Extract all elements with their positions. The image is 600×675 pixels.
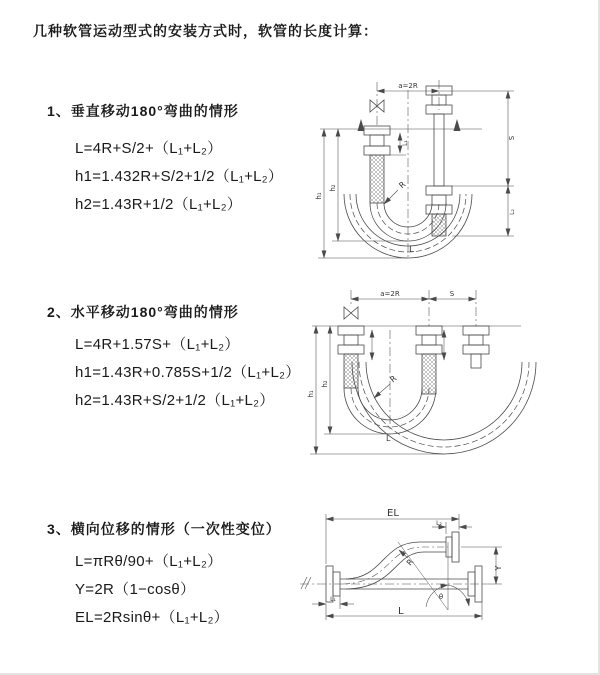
- hose-fittings: [338, 326, 489, 394]
- section-3-heading: 3、横向位移的情形（一次性变位）: [47, 521, 281, 537]
- dim-label-el: EL: [387, 508, 399, 519]
- hose-arcs: [344, 362, 536, 454]
- section-2-formula-L: L=4R+1.57S+（L₁+L₂）: [75, 336, 240, 353]
- dim-label-h1: h₁: [315, 192, 323, 200]
- dim-label-span: a=2R: [398, 82, 418, 90]
- section-1-formula-h2: h2=1.43R+1/2（L₁+L₂）: [75, 196, 243, 213]
- braid-section: [344, 354, 358, 388]
- dim-label-theta: θ: [438, 593, 444, 601]
- dim-label-l2: L₂: [509, 209, 516, 215]
- valve-icon: [344, 307, 358, 319]
- section-3-formula-Y: Y=2R（1−cosθ）: [75, 581, 196, 598]
- dim-label-length: L: [398, 606, 404, 617]
- dim-label-h2: h₂: [329, 184, 337, 192]
- pipe-and-flanges: [326, 532, 482, 602]
- section-1-heading: 1、垂直移动180°弯曲的情形: [47, 103, 239, 119]
- section-2-formula-h1: h1=1.43R+0.785S+1/2（L₁+L₂）: [75, 364, 301, 381]
- braid-section: [370, 155, 384, 203]
- dim-label-l2: L₂: [436, 520, 442, 527]
- dim-label-l1: L₁: [330, 596, 336, 603]
- dim-label-radius: R: [388, 373, 399, 385]
- dim-label-length: L: [409, 245, 415, 255]
- centerlines: [312, 290, 521, 432]
- section-3-formula-EL: EL=2Rsinθ+（L₁+L₂）: [75, 609, 229, 626]
- section-1-formula-h1: h1=1.432R+S/2+1/2（L₁+L₂）: [75, 168, 284, 185]
- dim-label-length: L: [386, 434, 391, 443]
- page-title: 几种软管运动型式的安装方式时，软管的长度计算：: [33, 23, 378, 39]
- centerlines: [320, 80, 482, 258]
- section-2-formula-h2: h2=1.43R+S/2+1/2（L₁+L₂）: [75, 392, 275, 409]
- dim-label-radius: R: [397, 179, 408, 191]
- dim-label-h1: h₁: [307, 390, 315, 398]
- dimension-lines: [312, 514, 502, 620]
- diagram-lateral-displacement: [298, 506, 590, 648]
- diagram-vertical-u-bend: [312, 76, 580, 262]
- section-3-formula-L: L=πRθ/90+（L₁+L₂）: [75, 553, 223, 570]
- dim-label-h2: h₂: [321, 380, 329, 388]
- dim-label-radius: R: [404, 557, 416, 568]
- section-1-formula-L: L=4R+S/2+（L₁+L₂）: [75, 140, 223, 157]
- dim-label-span: a=2R: [380, 290, 400, 298]
- dim-label-s: S: [449, 290, 455, 298]
- dim-label-l1: L₁: [402, 140, 409, 146]
- dim-label-s: S: [508, 135, 516, 141]
- dim-label-y: Y: [494, 565, 503, 571]
- hose-s-curve: [343, 542, 448, 589]
- section-2-heading: 2、水平移动180°弯曲的情形: [47, 304, 239, 320]
- diagram-horizontal-u-bend: [306, 284, 588, 456]
